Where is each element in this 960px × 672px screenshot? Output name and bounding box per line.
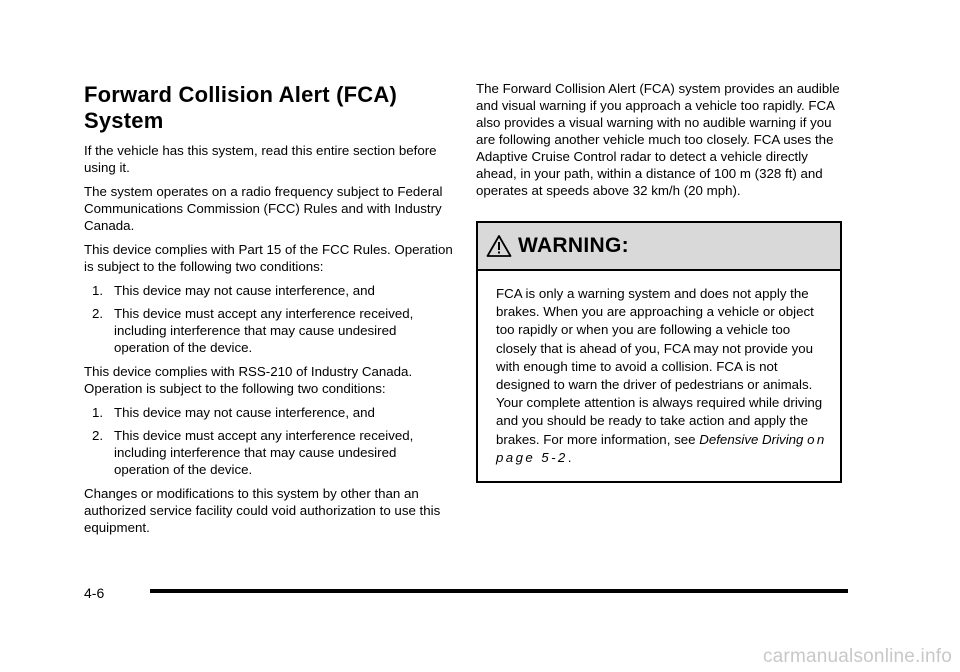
watermark: carmanualsonline.info (762, 646, 952, 667)
list-item-number: 2. (92, 306, 104, 321)
list-item-text: This device may not cause interference, and (114, 405, 375, 420)
intro-paragraph: If the vehicle has this system, read this entire section before using it. (84, 143, 437, 175)
page-number: 4-6 (84, 585, 105, 601)
list-item-text: This device must accept any interference received, including interference that may cause undesired operation of the device. (114, 306, 414, 355)
warning-end: . (567, 449, 572, 465)
list-item (84, 427, 454, 478)
warning-triangle-icon (486, 234, 512, 258)
list-item-number: 1. (92, 283, 104, 298)
ic-conditions-list (84, 404, 454, 478)
left-column (84, 82, 454, 543)
warning-body (478, 271, 840, 481)
fcc-conditions-list (84, 282, 454, 356)
list-item-text: This device must accept any interference received, including interference that may cause undesired operation of the device. (114, 428, 414, 477)
list-item (84, 305, 454, 356)
list-item (84, 404, 454, 421)
section-heading (84, 82, 454, 134)
heading-line-2: System (84, 108, 164, 133)
heading-line-1: Forward Collision Alert (FCA) (84, 82, 397, 107)
modifications-paragraph: Changes or modifications to this system by other than an authorized service facility could void authorization to use this equipment. (84, 486, 441, 535)
right-column (476, 80, 842, 483)
list-item-number: 1. (92, 405, 104, 420)
warning-box (476, 221, 842, 483)
part15-paragraph: This device complies with Part 15 of the FCC Rules. Operation is subject to the following two conditions: (84, 242, 453, 274)
defensive-driving-reference[interactable]: Defensive Driving (699, 431, 804, 447)
reference-page[interactable]: page 5-2 (496, 449, 568, 465)
fcc-paragraph: The system operates on a radio frequency subject to Federal Communications Commission (FCC) Rules and with Industry Canada. (84, 184, 443, 233)
rss210-paragraph: This device complies with RSS-210 of Industry Canada. Operation is subject to the following two conditions: (84, 364, 413, 396)
list-item-text: This device may not cause interference, and (114, 283, 375, 298)
warning-title: WARNING: (518, 234, 629, 257)
warning-header (478, 223, 840, 271)
warning-text: FCA is only a warning system and does not apply the brakes. When you are approaching a vehicle or object too rapidly or when you are following a vehicle too closely that is ahead of you, FCA may not provide you with enough time to avoid a collision. FCA is not designed to warn the driver of pedestrians or animals. Your complete attention is always required while driving and you should be ready to take action and apply the brakes. For more information, see (496, 286, 823, 447)
fca-description-paragraph: The Forward Collision Alert (FCA) system provides an audible and visual warning if you approach a vehicle too rapidly. FCA also provides a visual warning with no audible warning if you are following another vehicle much too closely. FCA uses the Adaptive Cruise Control radar to detect a vehicle directly ahead, in your path, within a distance of 100 m (328 ft) and operates at speeds above 32 km/h (20 mph). (476, 81, 840, 198)
reference-on: on (807, 431, 827, 447)
list-item (84, 282, 454, 299)
footer-rule (150, 589, 848, 593)
list-item-number: 2. (92, 428, 104, 443)
